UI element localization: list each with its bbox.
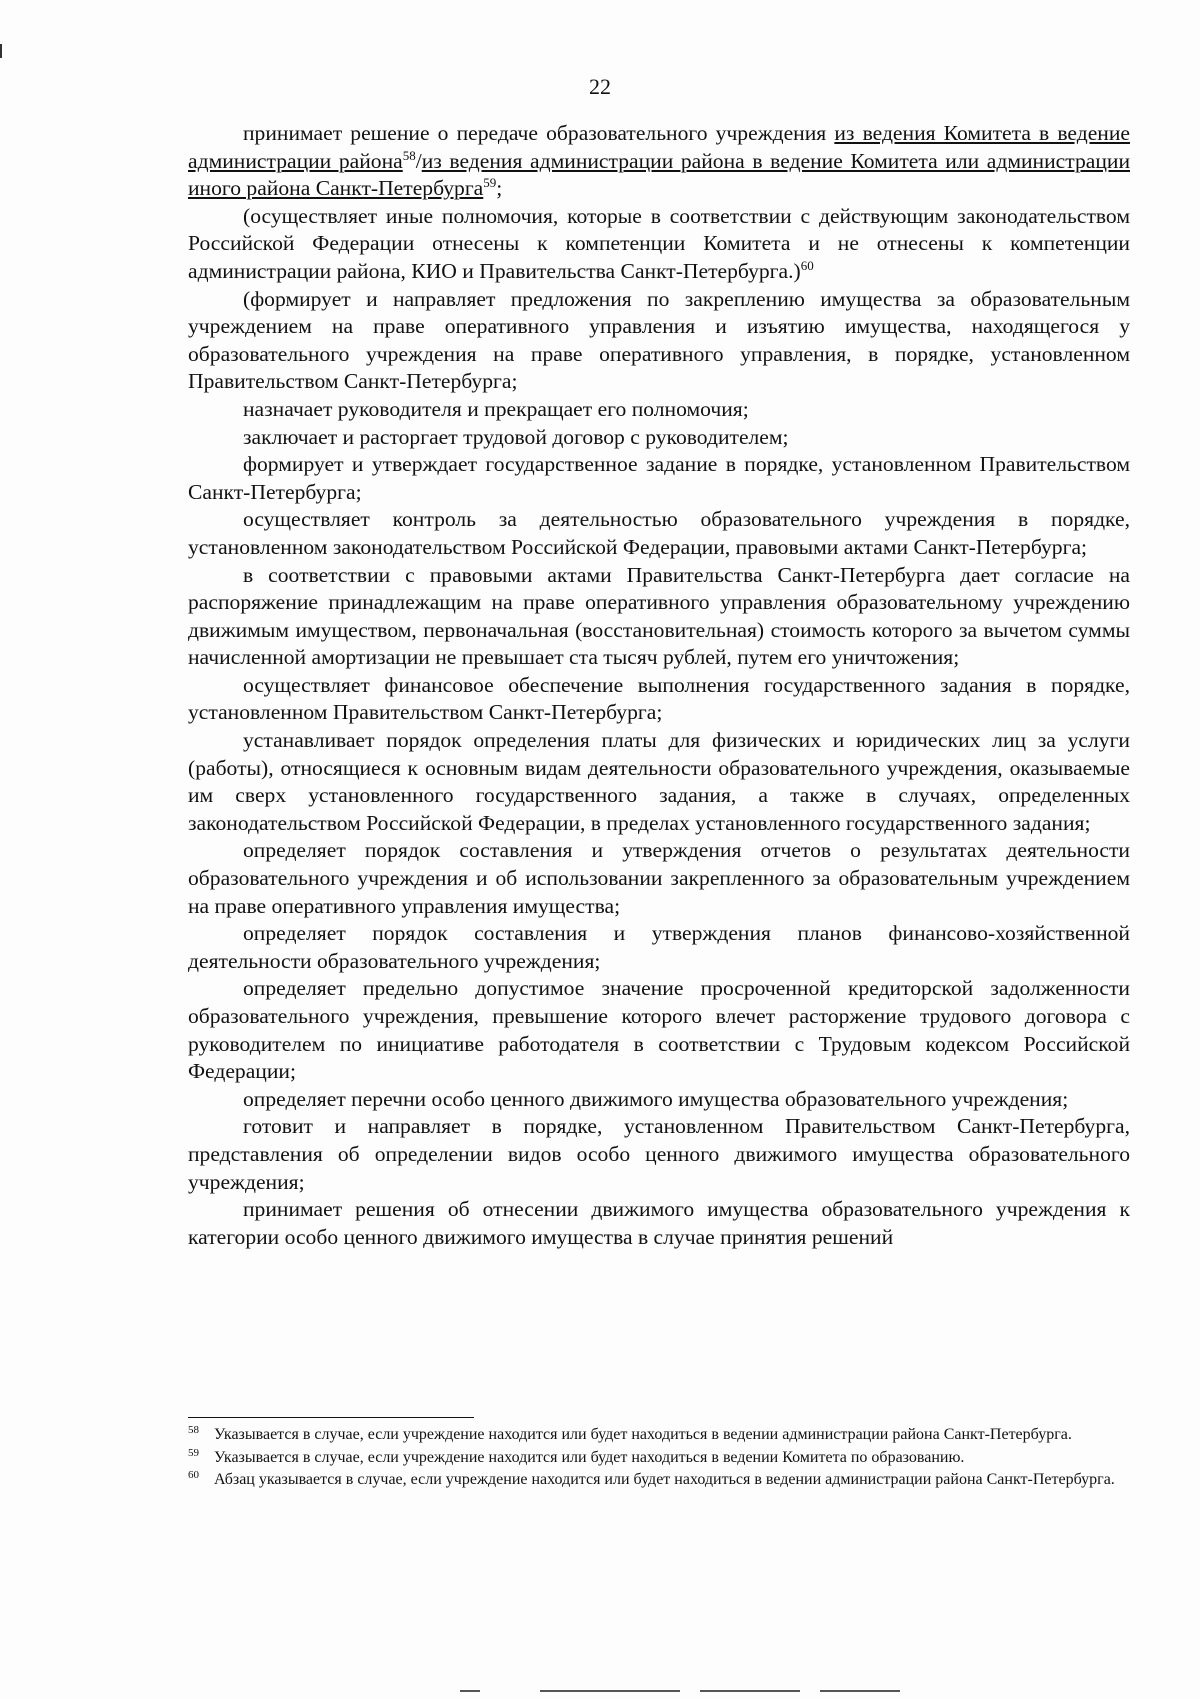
underlined-phrase-committee-to-district: из ведения Комитета в ведение администрации района — [188, 121, 1130, 173]
slash-separator: / — [415, 148, 422, 173]
scan-artifact-mark — [540, 1690, 680, 1692]
underlined-phrase-district-to-committee: из ведения администрации района в ведение Комитета или администрации иного района Санкт-Петербурга — [188, 148, 1130, 201]
paragraph-valuable-property-lists: определяет перечни особо ценного движимого имущества образовательного учреждения; — [243, 1086, 1069, 1111]
paragraph-property-categorization: принимает решения об отнесении движимого имущества образовательного учреждения к категории особо ценного движимого имущества в случае принятия решений — [188, 1197, 1130, 1249]
paragraph-other-powers — [188, 203, 1130, 286]
paragraph-financing: осуществляет финансовое обеспечение выполнения государственного задания в порядке, установленном Правительством Санкт-Петербурга; — [188, 672, 1130, 725]
scan-edge-mark — [0, 44, 2, 58]
paragraph-text: (осуществляет иные полномочия, которые в соответствии с действующим законодательством Российской Федерации отнесены к компетенции Комитета и не отнесены к компетенции администрации района, КИО и Правительства Санкт-Петербурга.) — [188, 203, 1130, 283]
footnote-number: 59 — [188, 1446, 199, 1459]
footnote-text: Абзац указывается в случае, если учреждение находится или будет находиться в ведении администрации района Санкт-Петербурга. — [214, 1471, 1115, 1489]
scan-artifact-mark — [820, 1690, 900, 1692]
footnote-ref-58: 58 — [402, 147, 416, 163]
footnote-number: 60 — [188, 1469, 199, 1482]
footnote-60 — [188, 1470, 1130, 1490]
paragraph-state-assignment: формирует и утверждает государственное задание в порядке, установленном Правительством Санкт-Петербурга; — [188, 452, 1130, 504]
paragraph-control: осуществляет контроль за деятельностью образовательного учреждения в порядке, установленном законодательством Российской Федерации, правовыми актами Санкт-Петербурга; — [188, 507, 1130, 559]
paragraph-consent-disposal: в соответствии с правовыми актами Правительства Санкт-Петербурга дает согласие на распоряжение принадлежащим на праве оперативного управления образовательному учреждению движимым имуществом, первоначальная (восстановительная) стоимость которого за вычетом суммы начисленной амортизации не превышает ста тысяч рублей, путем его уничтожения; — [188, 562, 1130, 670]
footnote-59 — [188, 1448, 1130, 1468]
footnote-ref-59: 59 — [483, 175, 497, 190]
footnote-text: Указывается в случае, если учреждение находится или будет находиться в ведении администрации района Санкт-Петербурга. — [214, 1426, 1072, 1443]
paragraph-end: ; — [496, 176, 503, 201]
paragraph-overdue-debt: определяет предельно допустимое значение просроченной кредиторской задолженности образовательного учреждения, превышение которого влечет расторжение трудового договора с руководителем по инициативе работодателя в соответствии с Трудовым кодексом Российской Федерации; — [188, 976, 1130, 1084]
scan-artifact-mark — [700, 1690, 800, 1692]
footnote-separator — [188, 1417, 474, 1418]
paragraph-property-types-submission: готовит и направляет в порядке, установленном Правительством Санкт-Петербурга, представления об определении видов особо ценного движимого имущества образовательного учреждения; — [188, 1114, 1130, 1194]
paragraph-reports-procedure: определяет порядок составления и утверждения отчетов о результатах деятельности образовательного учреждения и об использовании закрепленного за образовательным учреждением на праве оперативного управления имущества; — [188, 838, 1130, 918]
document-body — [188, 120, 1130, 1251]
scan-artifact-mark — [460, 1690, 480, 1692]
paragraph-fee-procedure: устанавливает порядок определения платы для физических и юридических лиц за услуги (работы), относящиеся к основным видам деятельности образовательного учреждения, оказываемые им сверх установленного государственного задания, а также в случаях, определенных законодательством Российской Федерации, в пределах установленного государственного задания; — [188, 728, 1130, 835]
page-number: 22 — [589, 74, 611, 99]
paragraph-financial-plans: определяет порядок составления и утверждения планов финансово-хозяйственной деятельности образовательного учреждения; — [188, 921, 1130, 973]
paragraph-text: принимает решение о передаче образовательного учреждения — [243, 121, 835, 145]
footnote-ref-60: 60 — [800, 257, 814, 273]
paragraph-appoint-head: назначает руководителя и прекращает его полномочия; — [243, 396, 749, 421]
footnotes — [188, 1425, 1130, 1493]
footnote-number: 58 — [188, 1424, 199, 1436]
footnote-text: Указывается в случае, если учреждение находится или будет находиться в ведении Комитета по образованию. — [214, 1448, 965, 1466]
footnote-58 — [188, 1425, 1130, 1445]
paragraph-transfer-decision — [188, 120, 1130, 203]
paragraph-property-proposals: (формирует и направляет предложения по закреплению имущества за образовательным учреждением на праве оперативного управления и изъятию имущества, находящегося у образовательного учреждения на праве оперативного управления, в порядке, установленном Правительством Санкт-Петербурга; — [188, 286, 1130, 394]
paragraph-labor-contract: заключает и расторгает трудовой договор с руководителем; — [243, 424, 789, 449]
